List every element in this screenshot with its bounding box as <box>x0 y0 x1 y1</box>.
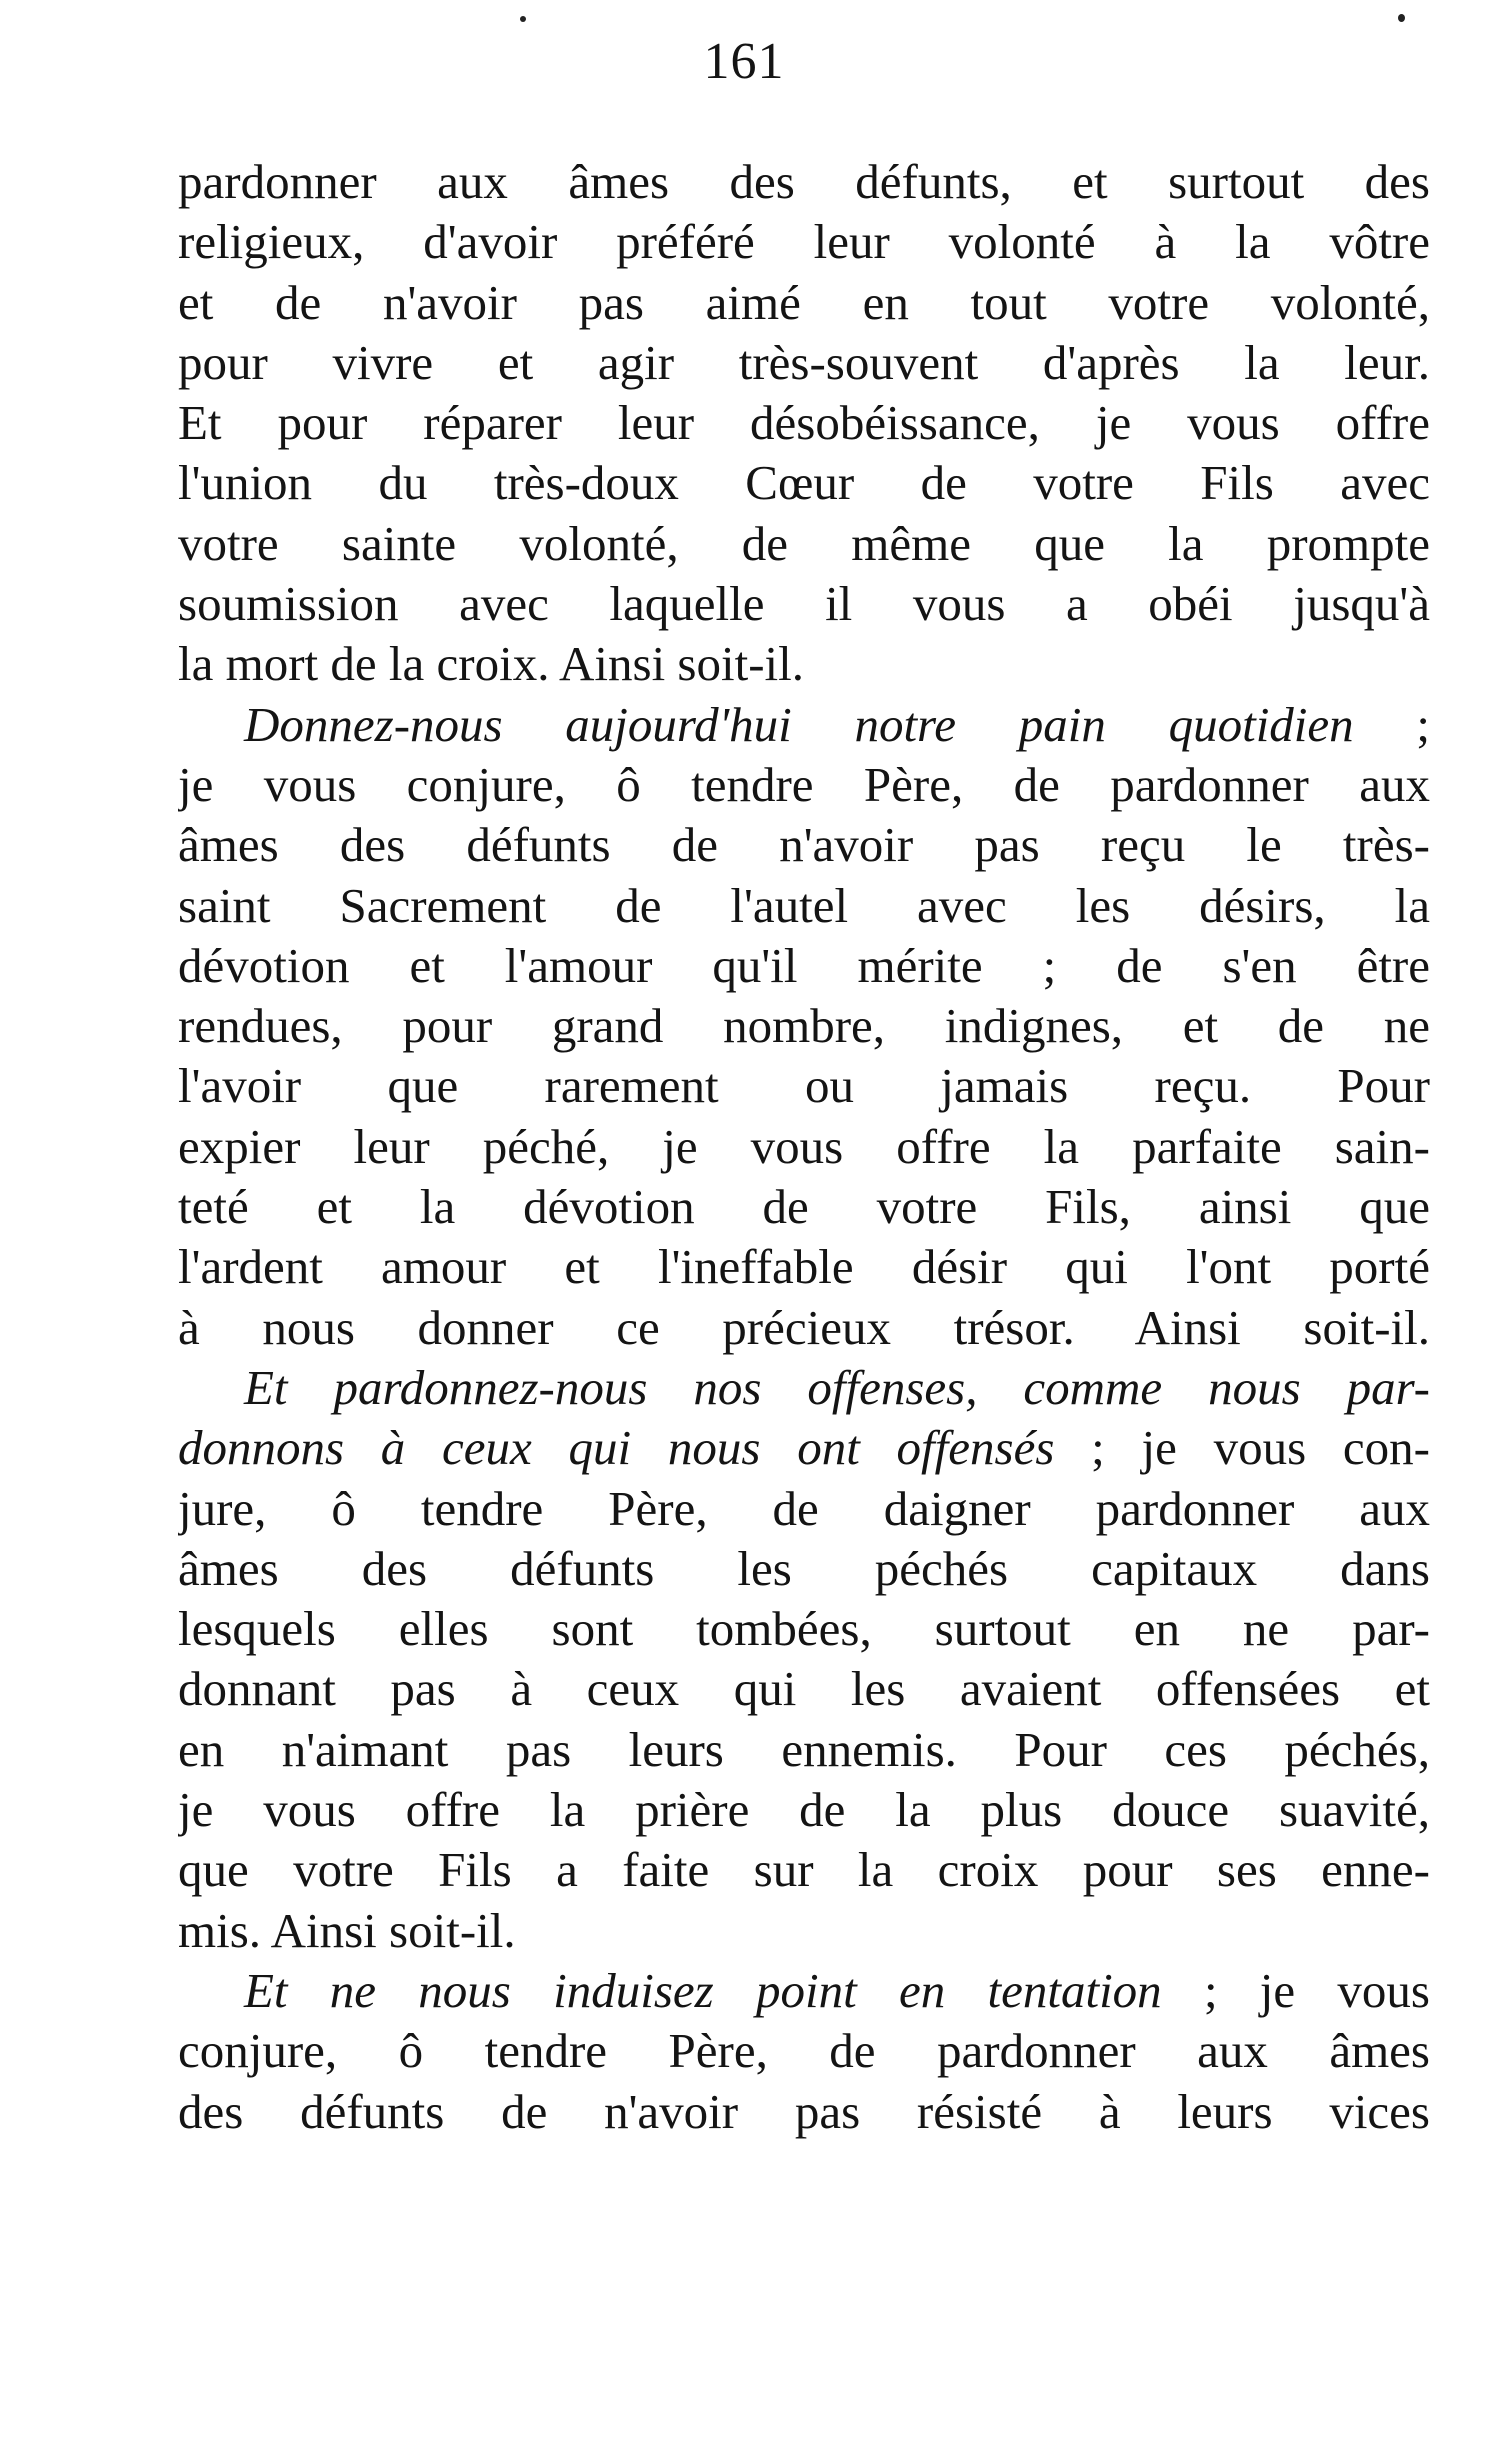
text-segment: mis. Ainsi soit-il. <box>178 1902 516 1958</box>
ink-speck <box>520 16 526 22</box>
text-segment: que votre Fils a faite sur la croix pour ses enne- <box>178 1842 1430 1898</box>
text-line <box>178 1901 1430 1961</box>
text-segment: en n'aimant pas leurs ennemis. Pour ces péchés, <box>178 1721 1430 1777</box>
text-line <box>178 1599 1430 1659</box>
italic-phrase: Et ne nous induisez point en tentation <box>244 1962 1162 2018</box>
text-line <box>178 695 1430 755</box>
text-segment: l'avoir que rarement ou jamais reçu. Pour <box>178 1058 1430 1114</box>
text-line <box>178 1358 1430 1418</box>
text-line <box>178 1840 1430 1900</box>
text-segment: Et pour réparer leur désobéissance, je vous offre <box>178 395 1430 451</box>
text-line <box>178 212 1430 272</box>
text-line <box>178 1479 1430 1539</box>
text-line <box>178 393 1430 453</box>
text-segment: à nous donner ce précieux trésor. Ainsi soit-il. <box>178 1299 1430 1355</box>
text-segment: donnant pas à ceux qui les avaient offensées et <box>178 1661 1430 1717</box>
text-segment: et de n'avoir pas aimé en tout votre volonté, <box>178 274 1430 330</box>
text-line <box>178 755 1430 815</box>
text-line <box>178 996 1430 1056</box>
text-segment: je vous offre la prière de la plus douce suavité, <box>178 1782 1430 1838</box>
text-segment: l'union du très-doux Cœur de votre Fils avec <box>178 455 1430 511</box>
text-line <box>178 273 1430 333</box>
text-segment: conjure, ô tendre Père, de pardonner aux âmes <box>178 2023 1430 2079</box>
text-line <box>178 876 1430 936</box>
text-line <box>178 514 1430 574</box>
text-segment: dévotion et l'amour qu'il mérite ; de s'en être <box>178 937 1430 993</box>
text-segment: ; <box>1353 696 1430 752</box>
text-segment: je vous conjure, ô tendre Père, de pardonner aux <box>178 756 1430 812</box>
text-line <box>178 333 1430 393</box>
text-line <box>178 1177 1430 1237</box>
text-segment: ; je vous con- <box>1054 1420 1430 1476</box>
text-segment: votre sainte volonté, de même que la prompte <box>178 515 1430 571</box>
text-line <box>178 1298 1430 1358</box>
text-line <box>178 152 1430 212</box>
italic-phrase: donnons à ceux qui nous ont offensés <box>178 1420 1055 1476</box>
text-segment: rendues, pour grand nombre, indignes, et de ne <box>178 998 1430 1054</box>
text-line <box>178 1659 1430 1719</box>
text-line <box>178 815 1430 875</box>
text-segment: religieux, d'avoir préféré leur volonté à la vôtre <box>178 214 1430 270</box>
text-line <box>178 2082 1430 2142</box>
text-line <box>178 1418 1430 1478</box>
text-line <box>178 1780 1430 1840</box>
text-line <box>178 1961 1430 2021</box>
text-segment: pardonner aux âmes des défunts, et surtout des <box>178 154 1430 209</box>
ink-speck <box>1398 14 1405 22</box>
text-line <box>178 574 1430 634</box>
text-segment: ; je vous <box>1161 1962 1430 2018</box>
text-segment: âmes des défunts de n'avoir pas reçu le très- <box>178 817 1430 873</box>
body-text <box>178 152 1430 2142</box>
text-segment: l'ardent amour et l'ineffable désir qui l'ont porté <box>178 1239 1430 1295</box>
text-line <box>178 1056 1430 1116</box>
italic-phrase: Et pardonnez-nous nos offenses, comme nous par- <box>244 1359 1430 1415</box>
text-segment: saint Sacrement de l'autel avec les désirs, la <box>178 877 1430 933</box>
text-line <box>178 1117 1430 1177</box>
text-line <box>178 2021 1430 2081</box>
text-segment: la mort de la croix. Ainsi soit-il. <box>178 636 805 692</box>
text-segment: lesquels elles sont tombées, surtout en ne par- <box>178 1601 1430 1657</box>
text-segment: pour vivre et agir très-souvent d'après la leur. <box>178 334 1430 390</box>
text-line <box>178 1539 1430 1599</box>
text-line <box>178 453 1430 513</box>
page-number: 161 <box>703 33 785 90</box>
text-segment: âmes des défunts les péchés capitaux dans <box>178 1540 1430 1596</box>
text-segment: jure, ô tendre Père, de daigner pardonner aux <box>178 1480 1430 1536</box>
text-segment: des défunts de n'avoir pas résisté à leurs vices <box>178 2083 1430 2139</box>
italic-phrase: Donnez-nous aujourd'hui notre pain quotidien <box>244 696 1354 752</box>
text-line <box>178 1237 1430 1297</box>
text-line <box>178 936 1430 996</box>
text-segment: expier leur péché, je vous offre la parfaite sain- <box>178 1118 1430 1174</box>
text-line <box>178 634 1430 694</box>
text-segment: teté et la dévotion de votre Fils, ainsi que <box>178 1179 1430 1235</box>
text-line <box>178 1720 1430 1780</box>
text-segment: soumission avec laquelle il vous a obéi jusqu'à <box>178 576 1430 632</box>
